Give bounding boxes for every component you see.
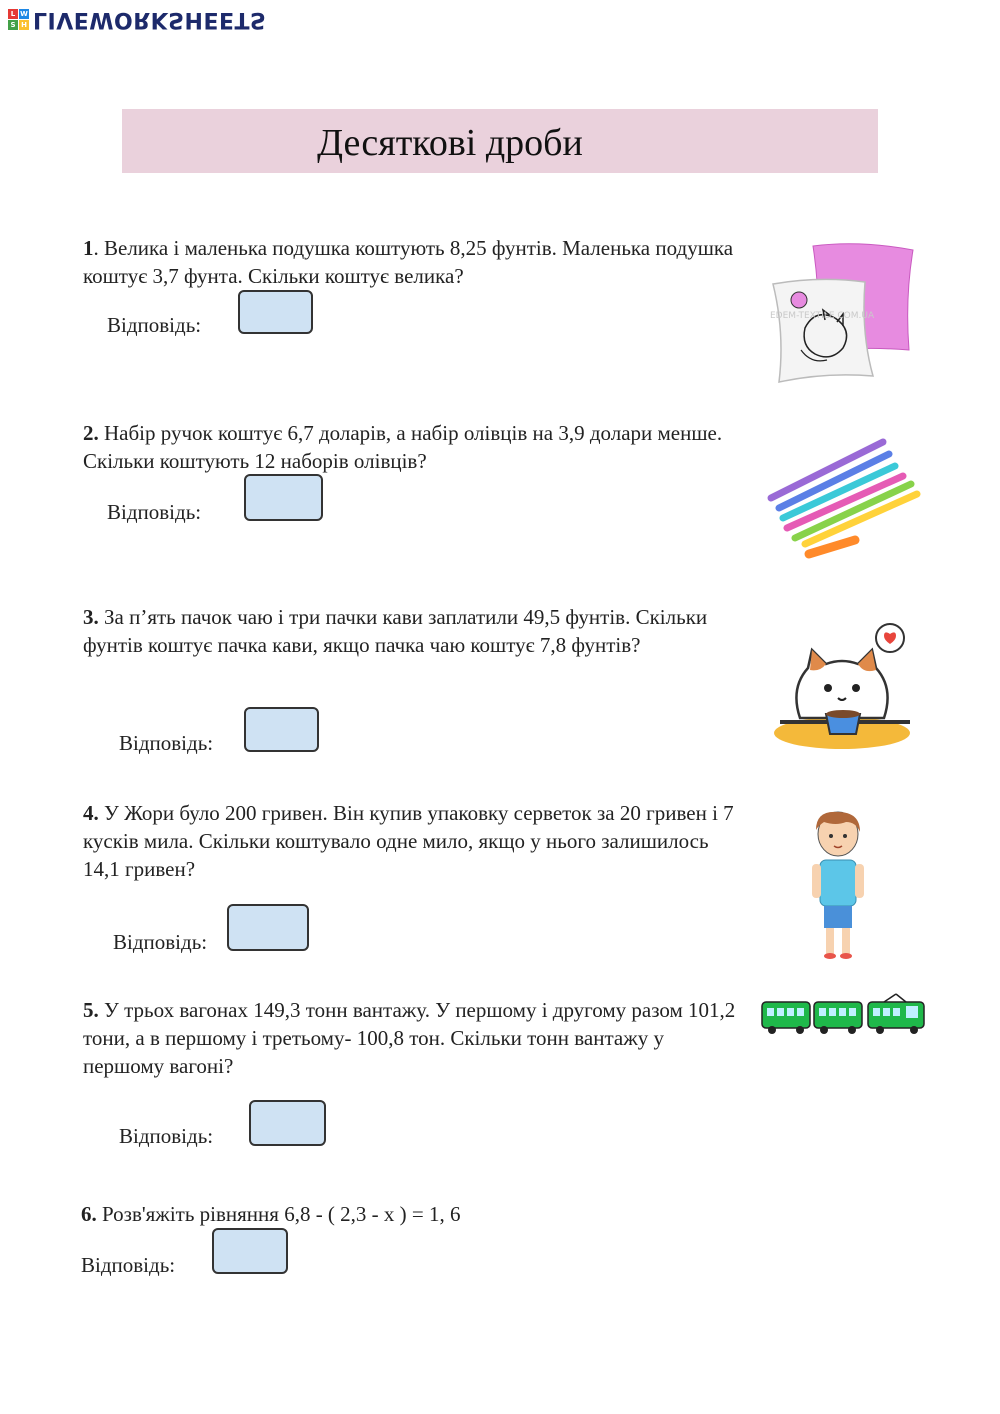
task-5: [83, 996, 743, 1080]
task-6-answer-label: Відповідь:: [81, 1253, 176, 1277]
train-illustration: [758, 992, 928, 1038]
task-1-answer-label: Відповідь:: [107, 313, 202, 337]
task-3-answer-label: Відповідь:: [119, 731, 214, 755]
task-1-answer-input[interactable]: [238, 290, 313, 334]
task-3: [83, 603, 743, 659]
task-2-answer-input[interactable]: [244, 474, 323, 521]
pillow-watermark: EDEM-TEXTILE.COM.UA: [770, 311, 875, 321]
task-4: [83, 799, 743, 883]
pillows-illustration: [765, 238, 920, 388]
liveworksheets-logo: [8, 6, 266, 32]
title-banner: [122, 109, 878, 173]
task-3-text: За п’ять пачок чаю і три пачки кави заплатили 49,5 фунтів. Скільки фунтів коштує пачка кави, якщо пачка чаю коштує 7,8 фунтів?: [83, 605, 708, 657]
logo-text: LIVEWORKSHEETS: [33, 6, 267, 32]
pens-illustration: [765, 432, 925, 564]
task-6: [81, 1200, 741, 1228]
task-6-answer-input[interactable]: [212, 1228, 288, 1274]
task-2-text: Набір ручок коштує 6,7 доларів, а набір олівців на 3,9 долари менше. Скільки коштують 12 наборів олівців?: [83, 421, 723, 473]
task-3-number: 3.: [83, 605, 99, 629]
task-4-answer-label: Відповідь:: [113, 930, 208, 954]
task-2-number: 2.: [83, 421, 99, 445]
boy-illustration: [800, 808, 880, 970]
task-4-answer-input[interactable]: [227, 904, 309, 951]
page-title: Десяткові дроби: [317, 122, 583, 164]
task-4-number: 4.: [83, 801, 99, 825]
task-3-answer-input[interactable]: [244, 707, 319, 752]
task-1-number: 1: [83, 236, 94, 260]
cat-coffee-illustration: [760, 608, 930, 773]
task-5-answer-input[interactable]: [249, 1100, 326, 1146]
task-6-text: Розв'яжіть рівняння 6,8 - ( 2,3 - х ) = 1, 6: [96, 1202, 461, 1226]
task-4-text: У Жори було 200 гривен. Він купив упаковку серветок за 20 гривен і 7 кусків мила. Скільки коштувало одне мило, якщо у нього залишилось 14,1 гривен?: [83, 801, 734, 881]
logo-blocks-icon: L W S H: [8, 9, 29, 30]
task-5-number: 5.: [83, 998, 99, 1022]
task-5-answer-label: Відповідь:: [119, 1124, 214, 1148]
task-1: [83, 234, 743, 290]
task-2: [83, 419, 743, 475]
task-1-text: . Велика і маленька подушка коштують 8,25 фунтів. Маленька подушка коштує 3,7 фунта. Скільки коштує велика?: [83, 236, 734, 288]
task-6-number: 6.: [81, 1202, 97, 1226]
task-2-answer-label: Відповідь:: [107, 500, 202, 524]
task-5-text: У трьох вагонах 149,3 тонн вантажу. У першому і другому разом 101,2 тони, а в першому і третьому- 100,8 тон. Скільки тонн вантажу у першому вагоні?: [83, 998, 736, 1078]
